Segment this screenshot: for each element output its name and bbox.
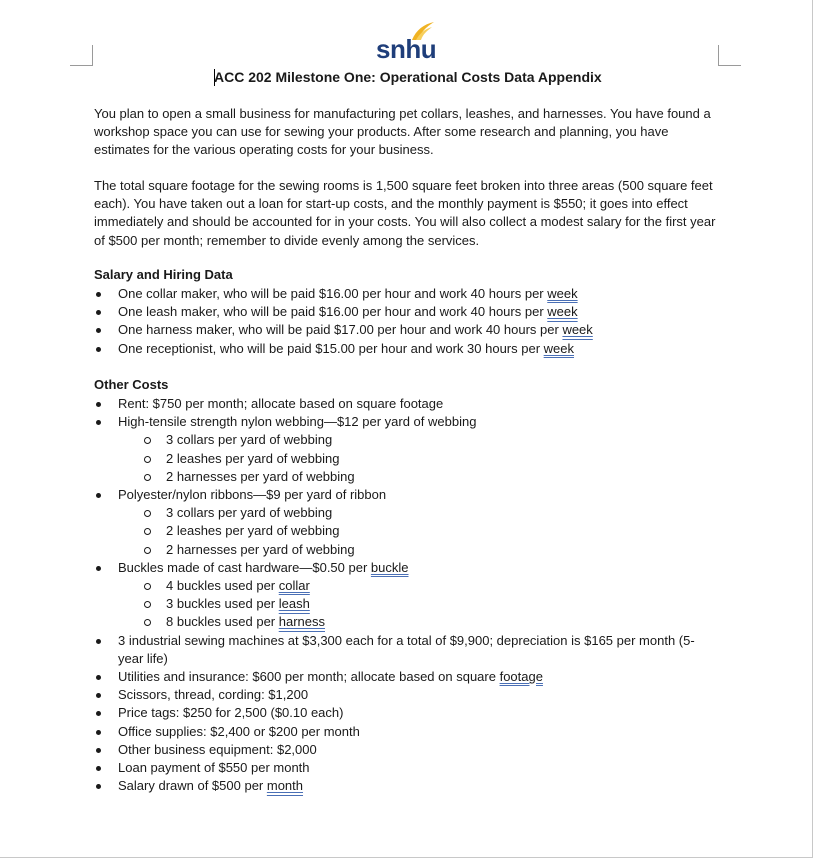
sub-list [118, 431, 734, 486]
sub-item-text: 2 leashes per yard of webbing [166, 450, 340, 466]
sub-item-tail: harness [278, 614, 325, 630]
bullet-icon [96, 766, 101, 771]
circle-bullet-icon [144, 601, 151, 608]
list-item [94, 486, 734, 559]
bullet-icon [96, 675, 101, 680]
list-item [94, 285, 734, 303]
list-item [94, 704, 734, 722]
sub-list-item [118, 431, 734, 449]
item-text: Loan payment of $550 per month [118, 760, 310, 776]
circle-bullet-icon [144, 619, 151, 626]
sub-item-text: 4 buckles used per [166, 578, 279, 594]
sub-item-text: 8 buckles used per [166, 614, 279, 630]
item-tail: footage [499, 669, 543, 685]
sub-list-item [118, 504, 734, 522]
list-item [94, 741, 734, 759]
document-title: ACC 202 Milestone One: Operational Costs Data Appendix [214, 69, 602, 85]
circle-bullet-icon [144, 583, 151, 590]
logo-text: snhu [376, 34, 437, 64]
list-item [94, 303, 734, 321]
sub-list [118, 504, 734, 559]
item-text: High-tensile strength nylon webbing—$12 per yard of webbing [118, 414, 477, 430]
bullet-icon [96, 693, 101, 698]
item-text: Polyester/nylon ribbons—$9 per yard of ribbon [118, 487, 387, 503]
item-text: Rent: $750 per month; allocate based on square footage [118, 396, 444, 411]
bullet-icon [96, 493, 101, 498]
bullet-icon [96, 347, 101, 352]
bullet-icon [96, 711, 101, 716]
item-text: One receptionist, who will be paid $15.00 per hour and work 30 hours per [118, 340, 544, 356]
bullet-icon [96, 310, 101, 315]
crop-mark-top-left [70, 45, 93, 66]
list-item [94, 413, 734, 486]
sub-item-tail: leash [278, 596, 310, 612]
item-text: Other business equipment: $2,000 [118, 741, 317, 757]
salary-heading: Salary and Hiring Data [94, 267, 233, 282]
sub-list [118, 577, 734, 632]
bullet-icon [96, 328, 101, 333]
list-item [94, 686, 734, 704]
sub-item-text: 2 harnesses per yard of webbing [166, 541, 355, 557]
bullet-icon [96, 566, 101, 571]
sub-list-item [118, 613, 734, 631]
list-item [94, 559, 734, 632]
item-text: Office supplies: $2,400 or $200 per month [118, 723, 360, 739]
sub-list-item [118, 522, 734, 540]
item-text: One collar maker, who will be paid $16.00 per hour and work 40 hours per [118, 286, 548, 301]
square-footage-paragraph: The total square footage for the sewing rooms is 1,500 square feet broken into three areas (500 square feet each). You have taken out a loan for start-up costs, and the monthly payment is $550; it goes into effect immediately and should be accounted for in your costs. You will also collect a modest salary for the first year of $500 per month; remember to divide evenly among the services. [94, 178, 716, 248]
sub-item-text: 3 buckles used per [166, 596, 279, 612]
sub-list-item [118, 541, 734, 559]
snhu-logo [372, 20, 442, 62]
sub-item-text: 2 harnesses per yard of webbing [166, 468, 355, 484]
circle-bullet-icon [144, 528, 151, 535]
item-tail: buckle [370, 559, 409, 575]
item-text: One harness maker, who will be paid $17.00 per hour and work 40 hours per [118, 322, 563, 338]
item-tail: week [547, 304, 578, 320]
sub-item-text: 2 leashes per yard of webbing [166, 523, 340, 539]
sub-item-tail: collar [278, 578, 310, 594]
crop-mark-top-right [718, 45, 741, 66]
item-text: One leash maker, who will be paid $16.00 per hour and work 40 hours per [118, 304, 548, 320]
item-text: Utilities and insurance: $600 per month; allocate based on square [118, 669, 500, 685]
bullet-icon [96, 420, 101, 425]
item-tail: month [266, 778, 304, 794]
other-costs-list [94, 395, 734, 795]
list-item [94, 632, 714, 668]
sub-list-item [118, 595, 734, 613]
bullet-icon [96, 292, 101, 297]
sub-list-item [118, 577, 734, 595]
circle-bullet-icon [144, 510, 151, 517]
circle-bullet-icon [144, 456, 151, 463]
list-item [94, 395, 734, 413]
circle-bullet-icon [144, 474, 151, 481]
item-tail: week [543, 340, 575, 356]
item-text: Salary drawn of $500 per [118, 778, 267, 794]
sub-list-item [118, 468, 734, 486]
list-item [94, 340, 734, 358]
other-costs-heading: Other Costs [94, 377, 169, 392]
bullet-icon [96, 784, 101, 789]
list-item [94, 723, 734, 741]
item-text: Scissors, thread, cording: $1,200 [118, 687, 309, 703]
list-item [94, 777, 734, 795]
list-item [94, 321, 734, 339]
bullet-icon [96, 639, 101, 644]
item-text: 3 industrial sewing machines at $3,300 each for a total of $9,900; depreciation is $165 per month (5-year life) [118, 632, 695, 666]
list-item [94, 759, 734, 777]
sub-item-text: 3 collars per yard of webbing [166, 505, 333, 521]
list-item [94, 668, 734, 686]
sub-list-item [118, 450, 734, 468]
bullet-icon [96, 730, 101, 735]
intro-paragraph: You plan to open a small business for manufacturing pet collars, leashes, and harnesses. You have found a workshop space you can use for sewing your products. After some research and planning, you have estimates for the various operating costs for your business. [94, 106, 711, 158]
item-text: Price tags: $250 for 2,500 ($0.10 each) [118, 705, 344, 721]
circle-bullet-icon [144, 437, 151, 444]
bullet-icon [96, 748, 101, 753]
flame-icon [410, 20, 436, 42]
salary-list [94, 285, 734, 358]
item-tail: week [547, 286, 578, 301]
circle-bullet-icon [144, 547, 151, 554]
sub-item-text: 3 collars per yard of webbing [166, 432, 333, 448]
item-tail: week [562, 322, 593, 338]
bullet-icon [96, 402, 101, 407]
item-text: Buckles made of cast hardware—$0.50 per [118, 559, 371, 575]
